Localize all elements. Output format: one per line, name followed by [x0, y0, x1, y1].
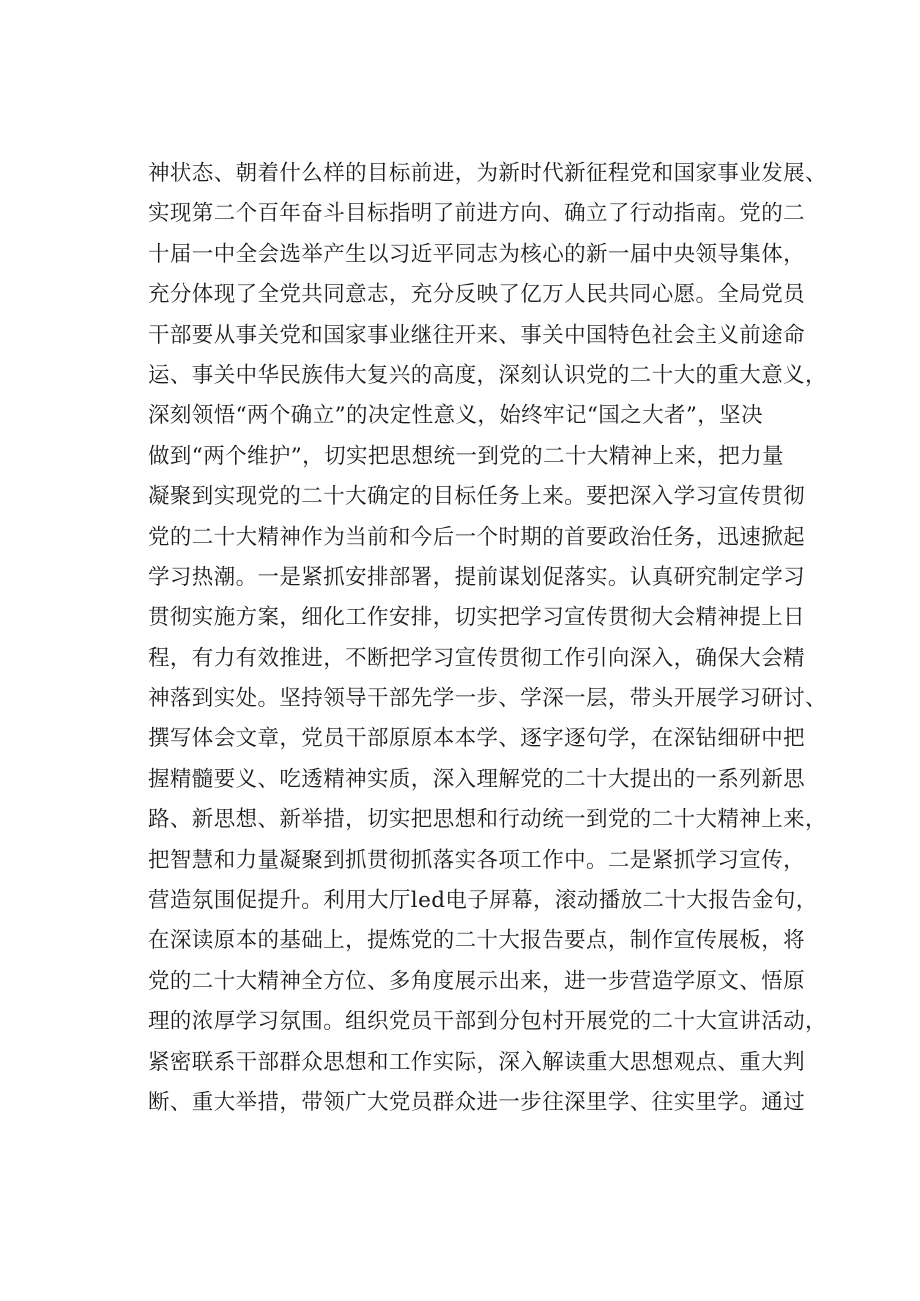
text-line: 学习热潮。一是紧抓安排部署，提前谋划促落实。认真研究制定学习 [148, 564, 806, 590]
text-line: 在深读原本的基础上，提炼党的二十大报告要点，制作宣传展板，将 [148, 928, 806, 954]
text-line: 干部要从事关党和国家事业继往开来、事关中国特色社会主义前途命 [148, 322, 806, 348]
text-line: 充分体现了全党共同意志，充分反映了亿万人民共同心愿。全局党员 [148, 282, 806, 308]
text-line: 做到“两个维护”，切实把思想统一到党的二十大精神上来，把力量 [148, 443, 784, 469]
text-line: 运、事关中华民族伟大复兴的高度，深刻认识党的二十大的重大意义， [148, 362, 827, 388]
text-line: 贯彻实施方案，细化工作安排，切实把学习宣传贯彻大会精神提上日 [148, 605, 806, 631]
text-line: 把智慧和力量凝聚到抓贯彻抓落实各项工作中。二是紧抓学习宣传， [148, 847, 806, 873]
text-line: 十届一中全会选举产生以习近平同志为核心的新一届中央领导集体， [148, 241, 806, 267]
text-line: 党的二十大精神全方位、多角度展示出来，进一步营造学原文、悟原 [148, 968, 806, 994]
text-line: 撰写体会文章，党员干部原原本本学、逐字逐句学，在深钻细研中把 [148, 726, 806, 752]
body-paragraph [148, 154, 828, 1123]
text-line: 紧密联系干部群众思想和工作实际，深入解读重大思想观点、重大判 [148, 1049, 806, 1075]
text-line: 断、重大举措，带领广大党员群众进一步往深里学、往实里学。通过 [148, 1089, 806, 1115]
text-line: 路、新思想、新举措，切实把思想和行动统一到党的二十大精神上来， [148, 807, 827, 833]
text-line: 神状态、朝着什么样的目标前进，为新时代新征程党和国家事业发展、 [148, 161, 827, 186]
text-line: 营造氛围促提升。利用大厅led电子屏幕，滚动播放二十大报告金句， [148, 888, 818, 914]
text-line: 深刻领悟“两个确立”的决定性意义，始终牢记“国之大者”，坚决 [148, 403, 763, 429]
text-line: 党的二十大精神作为当前和今后一个时期的首要政治任务，迅速掀起 [148, 524, 806, 550]
text-line: 实现第二个百年奋斗目标指明了前进方向、确立了行动指南。党的二 [148, 201, 806, 227]
text-line: 理的浓厚学习氛围。组织党员干部到分包村开展党的二十大宣讲活动， [148, 1009, 827, 1035]
text-line: 凝聚到实现党的二十大确定的目标任务上来。要把深入学习宣传贯彻 [148, 484, 806, 510]
text-line: 神落到实处。坚持领导干部先学一步、学深一层，带头开展学习研讨、 [148, 686, 827, 712]
text-line: 握精髓要义、吃透精神实质，深入理解党的二十大提出的一系列新思 [148, 766, 806, 792]
text-line: 程，有力有效推进，不断把学习宣传贯彻工作引向深入，确保大会精 [148, 645, 806, 671]
